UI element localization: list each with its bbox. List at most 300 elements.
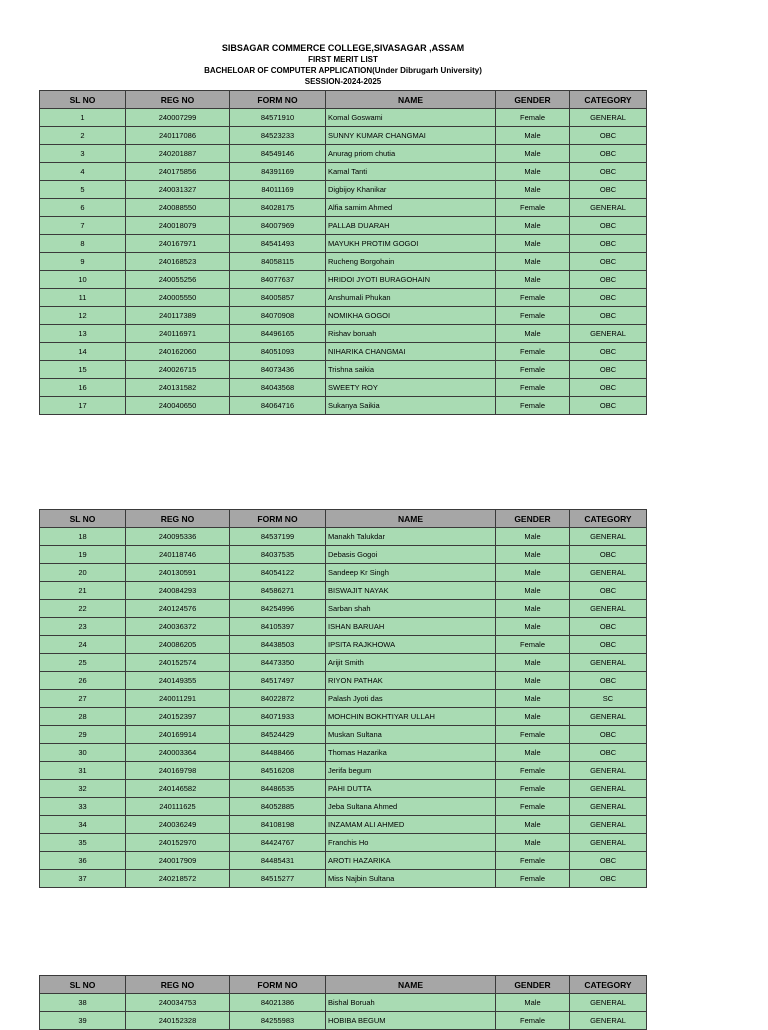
cell-gender: Male	[496, 217, 570, 235]
cell-category: OBC	[570, 870, 647, 888]
cell-gender: Female	[496, 289, 570, 307]
cell-form-no: 84496165	[230, 325, 326, 343]
cell-category: OBC	[570, 618, 647, 636]
cell-gender: Male	[496, 145, 570, 163]
column-header-gender: GENDER	[496, 91, 570, 109]
cell-category: OBC	[570, 181, 647, 199]
cell-sl-no: 29	[40, 726, 126, 744]
cell-gender: Male	[496, 271, 570, 289]
cell-reg-no: 240111625	[126, 798, 230, 816]
cell-form-no: 84391169	[230, 163, 326, 181]
cell-sl-no: 17	[40, 397, 126, 415]
column-header-sl-no: SL NO	[40, 91, 126, 109]
cell-category: OBC	[570, 361, 647, 379]
cell-category: GENERAL	[570, 816, 647, 834]
cell-sl-no: 8	[40, 235, 126, 253]
cell-name: NIHARIKA CHANGMAI	[326, 343, 496, 361]
cell-reg-no: 240201887	[126, 145, 230, 163]
cell-reg-no: 240036372	[126, 618, 230, 636]
cell-name: Miss Najbin Sultana	[326, 870, 496, 888]
cell-gender: Male	[496, 744, 570, 762]
cell-name: Jeba Sultana Ahmed	[326, 798, 496, 816]
cell-reg-no: 240169798	[126, 762, 230, 780]
cell-category: GENERAL	[570, 109, 647, 127]
table-header-row	[40, 976, 647, 994]
cell-form-no: 84485431	[230, 852, 326, 870]
cell-category: GENERAL	[570, 1012, 647, 1030]
cell-form-no: 84524429	[230, 726, 326, 744]
table-row	[40, 672, 647, 690]
cell-category: OBC	[570, 546, 647, 564]
cell-sl-no: 14	[40, 343, 126, 361]
cell-name: PALLAB DUARAH	[326, 217, 496, 235]
cell-form-no: 84537199	[230, 528, 326, 546]
column-header-reg-no: REG NO	[126, 91, 230, 109]
cell-category: OBC	[570, 343, 647, 361]
cell-reg-no: 240034753	[126, 994, 230, 1012]
cell-category: GENERAL	[570, 654, 647, 672]
table-header-row	[40, 91, 647, 109]
merit-table-1	[39, 90, 647, 415]
column-header-sl-no: SL NO	[40, 510, 126, 528]
college-title: SIBSAGAR COMMERCE COLLEGE,SIVASAGAR ,ASSAM	[221, 43, 465, 53]
cell-form-no: 84254996	[230, 600, 326, 618]
cell-sl-no: 2	[40, 127, 126, 145]
cell-reg-no: 240152970	[126, 834, 230, 852]
cell-reg-no: 240086205	[126, 636, 230, 654]
cell-name: Komal Goswami	[326, 109, 496, 127]
cell-gender: Male	[496, 816, 570, 834]
cell-category: GENERAL	[570, 994, 647, 1012]
cell-name: Sarban shah	[326, 600, 496, 618]
cell-name: MAYUKH PROTIM GOGOI	[326, 235, 496, 253]
table-row	[40, 145, 647, 163]
cell-reg-no: 240169914	[126, 726, 230, 744]
cell-gender: Male	[496, 325, 570, 343]
cell-form-no: 84571910	[230, 109, 326, 127]
cell-name: Bishal Boruah	[326, 994, 496, 1012]
cell-gender: Male	[496, 127, 570, 145]
table-row	[40, 217, 647, 235]
cell-reg-no: 240167971	[126, 235, 230, 253]
column-header-form-no: FORM NO	[230, 510, 326, 528]
cell-sl-no: 12	[40, 307, 126, 325]
cell-form-no: 84586271	[230, 582, 326, 600]
cell-gender: Male	[496, 253, 570, 271]
cell-form-no: 84005857	[230, 289, 326, 307]
cell-category: GENERAL	[570, 708, 647, 726]
merit-table-2	[39, 509, 647, 888]
table-row	[40, 708, 647, 726]
cell-reg-no: 240149355	[126, 672, 230, 690]
cell-category: OBC	[570, 145, 647, 163]
cell-name: Rishav boruah	[326, 325, 496, 343]
column-header-reg-no: REG NO	[126, 510, 230, 528]
list-title: FIRST MERIT LIST	[308, 55, 378, 64]
cell-category: OBC	[570, 582, 647, 600]
cell-reg-no: 240117086	[126, 127, 230, 145]
cell-sl-no: 20	[40, 564, 126, 582]
cell-category: GENERAL	[570, 780, 647, 798]
cell-gender: Male	[496, 994, 570, 1012]
column-header-category: CATEGORY	[570, 510, 647, 528]
table-row	[40, 564, 647, 582]
merit-table-3	[39, 975, 647, 1030]
column-header-category: CATEGORY	[570, 976, 647, 994]
cell-category: OBC	[570, 253, 647, 271]
table-row	[40, 343, 647, 361]
cell-form-no: 84051093	[230, 343, 326, 361]
cell-name: Anurag priom chutia	[326, 145, 496, 163]
cell-reg-no: 240146582	[126, 780, 230, 798]
cell-category: OBC	[570, 163, 647, 181]
table-row	[40, 397, 647, 415]
cell-category: GENERAL	[570, 199, 647, 217]
cell-reg-no: 240031327	[126, 181, 230, 199]
cell-reg-no: 240131582	[126, 379, 230, 397]
table-row	[40, 109, 647, 127]
cell-sl-no: 21	[40, 582, 126, 600]
cell-reg-no: 240175856	[126, 163, 230, 181]
cell-reg-no: 240124576	[126, 600, 230, 618]
cell-form-no: 84255983	[230, 1012, 326, 1030]
cell-form-no: 84077637	[230, 271, 326, 289]
cell-gender: Female	[496, 852, 570, 870]
cell-category: OBC	[570, 307, 647, 325]
cell-gender: Female	[496, 361, 570, 379]
cell-name: Debasis Gogoi	[326, 546, 496, 564]
cell-sl-no: 25	[40, 654, 126, 672]
cell-gender: Female	[496, 798, 570, 816]
cell-name: SWEETY ROY	[326, 379, 496, 397]
cell-form-no: 84058115	[230, 253, 326, 271]
cell-reg-no: 240117389	[126, 307, 230, 325]
table-row	[40, 852, 647, 870]
cell-sl-no: 35	[40, 834, 126, 852]
cell-form-no: 84073436	[230, 361, 326, 379]
table-row	[40, 816, 647, 834]
cell-name: Digbijoy Khanikar	[326, 181, 496, 199]
cell-gender: Male	[496, 834, 570, 852]
cell-reg-no: 240152574	[126, 654, 230, 672]
cell-reg-no: 240007299	[126, 109, 230, 127]
cell-name: Palash Jyoti das	[326, 690, 496, 708]
cell-sl-no: 33	[40, 798, 126, 816]
cell-gender: Female	[496, 307, 570, 325]
cell-name: Franchis Ho	[326, 834, 496, 852]
cell-gender: Male	[496, 690, 570, 708]
column-header-gender: GENDER	[496, 976, 570, 994]
cell-gender: Male	[496, 181, 570, 199]
column-header-name: NAME	[326, 976, 496, 994]
cell-form-no: 84549146	[230, 145, 326, 163]
cell-gender: Female	[496, 726, 570, 744]
cell-form-no: 84515277	[230, 870, 326, 888]
cell-gender: Male	[496, 582, 570, 600]
cell-form-no: 84021386	[230, 994, 326, 1012]
cell-name: Kamal Tanti	[326, 163, 496, 181]
cell-category: SC	[570, 690, 647, 708]
programme-title: BACHELOAR OF COMPUTER APPLICATION(Under Dibrugarh University)	[204, 66, 482, 75]
cell-name: AROTI HAZARIKA	[326, 852, 496, 870]
cell-category: OBC	[570, 397, 647, 415]
cell-reg-no: 240152328	[126, 1012, 230, 1030]
cell-name: HRIDOI JYOTI BURAGOHAIN	[326, 271, 496, 289]
cell-name: ISHAN BARUAH	[326, 618, 496, 636]
cell-sl-no: 19	[40, 546, 126, 564]
list-header	[40, 43, 646, 87]
cell-reg-no: 240040650	[126, 397, 230, 415]
cell-reg-no: 240118746	[126, 546, 230, 564]
cell-reg-no: 240088550	[126, 199, 230, 217]
cell-form-no: 84064716	[230, 397, 326, 415]
cell-gender: Male	[496, 163, 570, 181]
cell-gender: Male	[496, 654, 570, 672]
table-row	[40, 163, 647, 181]
cell-gender: Male	[496, 708, 570, 726]
session-title: SESSION-2024-2025	[304, 77, 382, 86]
cell-name: Anshumali Phukan	[326, 289, 496, 307]
cell-name: MOHCHIN BOKHTIYAR ULLAH	[326, 708, 496, 726]
cell-name: Jerifa begum	[326, 762, 496, 780]
table-row	[40, 235, 647, 253]
table-row	[40, 546, 647, 564]
cell-sl-no: 1	[40, 109, 126, 127]
cell-reg-no: 240055256	[126, 271, 230, 289]
cell-form-no: 84105397	[230, 618, 326, 636]
table-row	[40, 726, 647, 744]
cell-reg-no: 240005550	[126, 289, 230, 307]
column-header-sl-no: SL NO	[40, 976, 126, 994]
cell-sl-no: 3	[40, 145, 126, 163]
table-row	[40, 325, 647, 343]
cell-name: NOMIKHA GOGOI	[326, 307, 496, 325]
table-row	[40, 870, 647, 888]
cell-form-no: 84043568	[230, 379, 326, 397]
table-row	[40, 762, 647, 780]
cell-form-no: 84037535	[230, 546, 326, 564]
cell-form-no: 84488466	[230, 744, 326, 762]
table-row	[40, 127, 647, 145]
cell-gender: Female	[496, 379, 570, 397]
cell-name: SUNNY KUMAR CHANGMAI	[326, 127, 496, 145]
cell-category: OBC	[570, 672, 647, 690]
table-header-row	[40, 510, 647, 528]
cell-form-no: 84070908	[230, 307, 326, 325]
cell-sl-no: 27	[40, 690, 126, 708]
cell-reg-no: 240018079	[126, 217, 230, 235]
cell-gender: Male	[496, 618, 570, 636]
table-row	[40, 528, 647, 546]
cell-gender: Male	[496, 528, 570, 546]
table-row	[40, 361, 647, 379]
cell-reg-no: 240003364	[126, 744, 230, 762]
cell-reg-no: 240026715	[126, 361, 230, 379]
cell-sl-no: 36	[40, 852, 126, 870]
column-header-form-no: FORM NO	[230, 976, 326, 994]
cell-gender: Female	[496, 1012, 570, 1030]
cell-category: OBC	[570, 744, 647, 762]
cell-reg-no: 240036249	[126, 816, 230, 834]
cell-category: OBC	[570, 636, 647, 654]
cell-category: GENERAL	[570, 762, 647, 780]
cell-reg-no: 240218572	[126, 870, 230, 888]
table-row	[40, 798, 647, 816]
cell-sl-no: 13	[40, 325, 126, 343]
cell-name: Thomas Hazarika	[326, 744, 496, 762]
cell-reg-no: 240017909	[126, 852, 230, 870]
cell-sl-no: 34	[40, 816, 126, 834]
cell-form-no: 84473350	[230, 654, 326, 672]
cell-reg-no: 240168523	[126, 253, 230, 271]
cell-category: GENERAL	[570, 528, 647, 546]
table-row	[40, 307, 647, 325]
cell-name: Arijit Smith	[326, 654, 496, 672]
cell-gender: Male	[496, 672, 570, 690]
cell-sl-no: 10	[40, 271, 126, 289]
cell-form-no: 84486535	[230, 780, 326, 798]
cell-sl-no: 28	[40, 708, 126, 726]
cell-form-no: 84541493	[230, 235, 326, 253]
cell-form-no: 84028175	[230, 199, 326, 217]
cell-name: Sukanya Saikia	[326, 397, 496, 415]
cell-sl-no: 37	[40, 870, 126, 888]
cell-category: OBC	[570, 271, 647, 289]
table-row	[40, 618, 647, 636]
table-row	[40, 1012, 647, 1030]
column-header-form-no: FORM NO	[230, 91, 326, 109]
cell-reg-no: 240116971	[126, 325, 230, 343]
cell-sl-no: 4	[40, 163, 126, 181]
cell-sl-no: 32	[40, 780, 126, 798]
cell-name: RIYON PATHAK	[326, 672, 496, 690]
cell-gender: Female	[496, 343, 570, 361]
cell-form-no: 84007969	[230, 217, 326, 235]
cell-gender: Female	[496, 780, 570, 798]
cell-category: OBC	[570, 217, 647, 235]
cell-gender: Female	[496, 762, 570, 780]
cell-sl-no: 18	[40, 528, 126, 546]
cell-reg-no: 240095336	[126, 528, 230, 546]
cell-name: Trishna saikia	[326, 361, 496, 379]
cell-gender: Female	[496, 109, 570, 127]
cell-form-no: 84517497	[230, 672, 326, 690]
cell-name: BISWAJIT NAYAK	[326, 582, 496, 600]
cell-category: GENERAL	[570, 600, 647, 618]
cell-sl-no: 16	[40, 379, 126, 397]
cell-category: OBC	[570, 726, 647, 744]
cell-form-no: 84071933	[230, 708, 326, 726]
table-row	[40, 379, 647, 397]
table-row	[40, 271, 647, 289]
cell-name: PAHI DUTTA	[326, 780, 496, 798]
cell-category: OBC	[570, 235, 647, 253]
table-row	[40, 181, 647, 199]
cell-name: INZAMAM ALI AHMED	[326, 816, 496, 834]
table-row	[40, 582, 647, 600]
cell-reg-no: 240011291	[126, 690, 230, 708]
cell-sl-no: 6	[40, 199, 126, 217]
cell-form-no: 84516208	[230, 762, 326, 780]
cell-form-no: 84438503	[230, 636, 326, 654]
cell-name: Sandeep Kr Singh	[326, 564, 496, 582]
cell-sl-no: 11	[40, 289, 126, 307]
cell-gender: Female	[496, 870, 570, 888]
table-row	[40, 994, 647, 1012]
cell-category: GENERAL	[570, 325, 647, 343]
cell-name: Rucheng Borgohain	[326, 253, 496, 271]
cell-category: OBC	[570, 379, 647, 397]
cell-sl-no: 30	[40, 744, 126, 762]
column-header-gender: GENDER	[496, 510, 570, 528]
column-header-reg-no: REG NO	[126, 976, 230, 994]
column-header-category: CATEGORY	[570, 91, 647, 109]
cell-sl-no: 24	[40, 636, 126, 654]
cell-name: HOBIBA BEGUM	[326, 1012, 496, 1030]
cell-sl-no: 5	[40, 181, 126, 199]
cell-gender: Male	[496, 564, 570, 582]
table-row	[40, 199, 647, 217]
cell-sl-no: 22	[40, 600, 126, 618]
cell-sl-no: 26	[40, 672, 126, 690]
cell-reg-no: 240162060	[126, 343, 230, 361]
table-row	[40, 289, 647, 307]
table-row	[40, 253, 647, 271]
table-row	[40, 780, 647, 798]
cell-sl-no: 31	[40, 762, 126, 780]
cell-sl-no: 39	[40, 1012, 126, 1030]
cell-category: OBC	[570, 852, 647, 870]
cell-reg-no: 240084293	[126, 582, 230, 600]
cell-category: GENERAL	[570, 834, 647, 852]
cell-reg-no: 240152397	[126, 708, 230, 726]
cell-category: GENERAL	[570, 564, 647, 582]
cell-reg-no: 240130591	[126, 564, 230, 582]
cell-name: Alfia samim Ahmed	[326, 199, 496, 217]
cell-name: Muskan Sultana	[326, 726, 496, 744]
table-row	[40, 654, 647, 672]
cell-form-no: 84054122	[230, 564, 326, 582]
cell-gender: Female	[496, 636, 570, 654]
cell-gender: Female	[496, 397, 570, 415]
column-header-name: NAME	[326, 510, 496, 528]
cell-name: IPSITA RAJKHOWA	[326, 636, 496, 654]
cell-sl-no: 38	[40, 994, 126, 1012]
table-row	[40, 690, 647, 708]
cell-category: GENERAL	[570, 798, 647, 816]
cell-form-no: 84108198	[230, 816, 326, 834]
cell-category: OBC	[570, 127, 647, 145]
cell-gender: Female	[496, 199, 570, 217]
cell-name: Manakh Talukdar	[326, 528, 496, 546]
cell-sl-no: 23	[40, 618, 126, 636]
table-row	[40, 834, 647, 852]
cell-sl-no: 7	[40, 217, 126, 235]
cell-gender: Male	[496, 600, 570, 618]
cell-form-no: 84052885	[230, 798, 326, 816]
cell-gender: Male	[496, 235, 570, 253]
column-header-name: NAME	[326, 91, 496, 109]
cell-sl-no: 9	[40, 253, 126, 271]
table-row	[40, 636, 647, 654]
cell-form-no: 84424767	[230, 834, 326, 852]
cell-category: OBC	[570, 289, 647, 307]
table-row	[40, 744, 647, 762]
cell-sl-no: 15	[40, 361, 126, 379]
cell-form-no: 84523233	[230, 127, 326, 145]
cell-form-no: 84011169	[230, 181, 326, 199]
cell-form-no: 84022872	[230, 690, 326, 708]
